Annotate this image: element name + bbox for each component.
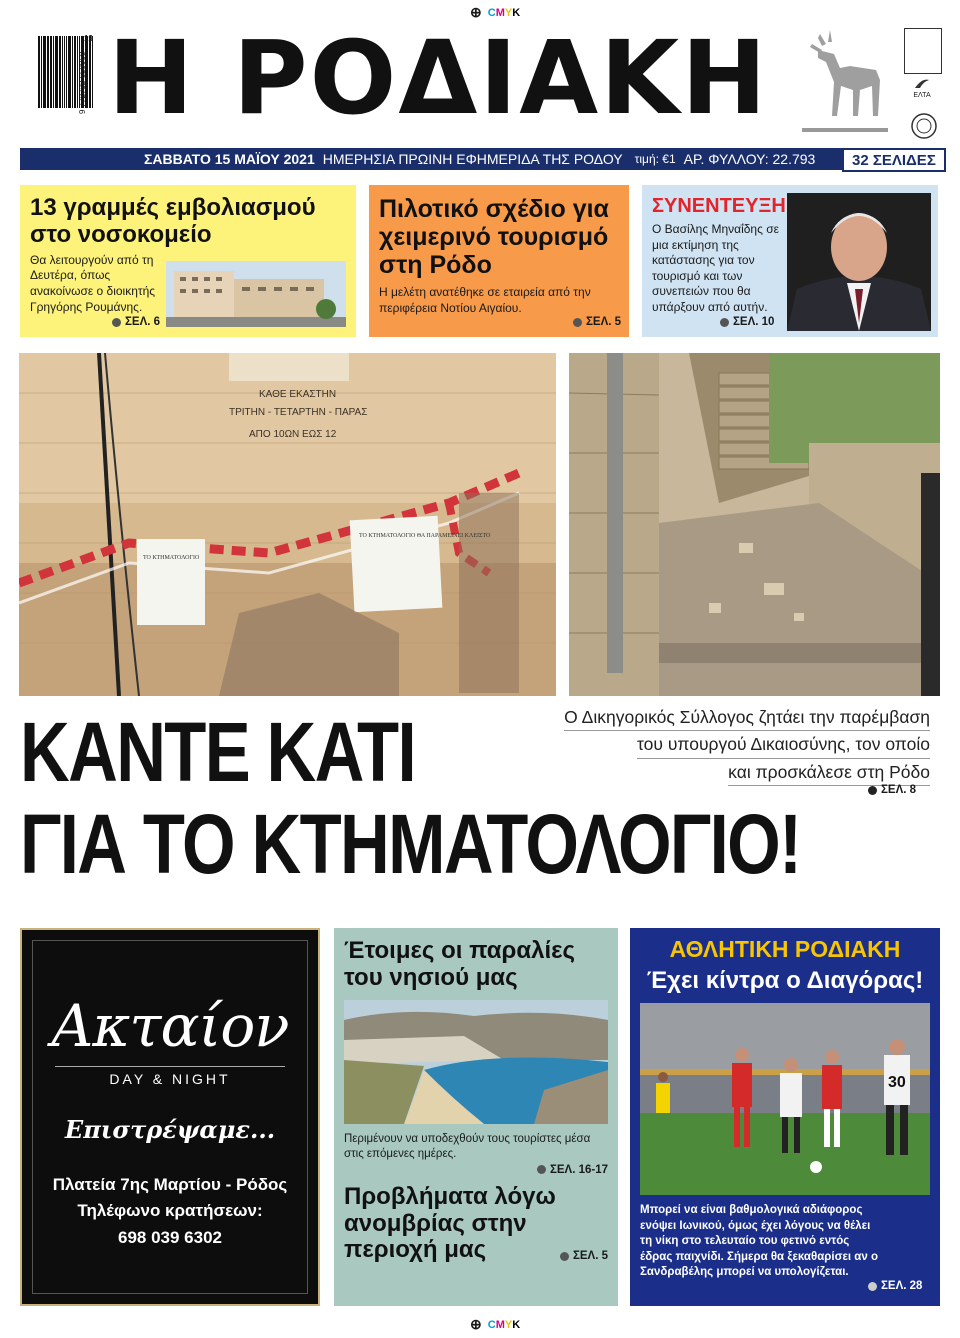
crosshair-icon: ⊕	[470, 1316, 482, 1332]
sports-section[interactable]	[630, 928, 940, 1306]
bullet-icon	[112, 318, 121, 327]
bullet-icon	[537, 1165, 546, 1174]
drought-title: Προβλήματα λόγω ανομβρίας στην περιοχή μας	[344, 1182, 556, 1264]
beaches-page: ΣΕΛ. 16-17	[344, 1164, 608, 1176]
registration-mark-top: ⊕ CMYK	[470, 4, 521, 20]
main-deck-line-3: και προσκάλεσε στη Ρόδο	[728, 759, 930, 786]
barcode-bar	[47, 36, 48, 108]
bullet-icon	[560, 1252, 569, 1261]
teaser-tourism-title: Πιλοτικό σχέδιο για χειμερινό τουρισμό στη Ρόδο	[379, 195, 609, 279]
seal-icon	[910, 112, 938, 140]
photo-damaged-stairs	[569, 353, 940, 696]
ad-slogan: Επιστρέψαμε...	[64, 1115, 276, 1144]
barcode-bar	[92, 36, 93, 108]
barcode-number: 9 772732 650068	[78, 51, 87, 114]
teaser-hospital-page: ΣΕΛ. 6	[112, 316, 160, 328]
wall-text-2: ΤΡΙΤΗΝ - ΤΕΤΑΡΤΗΝ - ΠΑΡΑΣ	[229, 407, 368, 418]
barcode-issue: 19	[84, 34, 93, 43]
teaser-tourism-body: Η μελέτη ανατέθηκε σε εταιρεία από την περιφέρεια Νοτίου Αιγαίου.	[379, 285, 591, 315]
bullet-icon	[720, 318, 729, 327]
jersey-number: 30	[888, 1074, 906, 1091]
photo-closed-office	[19, 353, 556, 696]
barcode-bar	[48, 36, 49, 108]
beaches-title: Έτοιμες οι παραλίες του νησιού μας	[344, 937, 576, 991]
football-photo	[640, 1003, 930, 1195]
barcode-bar	[53, 36, 54, 108]
barcode-bar	[55, 36, 58, 108]
ad-subtitle: DAY & NIGHT	[109, 1071, 231, 1087]
sports-page: ΣΕΛ. 28	[868, 1280, 922, 1292]
ad-phone-label: Τηλέφωνο κρατήσεων:	[77, 1201, 263, 1221]
main-deck-line-1: Ο Δικηγορικός Σύλλογος ζητάει την παρέμβαση	[564, 704, 930, 731]
sports-headline: Έχει κίντρα ο Διαγόρας!	[646, 967, 924, 994]
barcode-bar	[66, 36, 68, 108]
main-story-page: ΣΕΛ. 8	[868, 784, 916, 796]
teaser-hospital-body: Θα λειτουργούν από τη Δευτέρα, όπως ανακοίνωσε ο διοικητής Γρηγόρης Ρουμάνης.	[30, 252, 156, 314]
barcode-bar	[59, 36, 61, 108]
teaser-interview-body: Ο Βασίλης Μηναΐδης σε μια εκτίμηση της κατάστασης για τον τουρισμό και των συνεπειών που θα υπάρξουν από αυτήν.	[652, 222, 779, 314]
masthead-title: Η ΡΟΔΙΑΚΗ	[108, 19, 769, 138]
elta-logo: ΕΛΤΑ	[908, 78, 936, 102]
date-bar	[20, 148, 938, 170]
beach-photo	[344, 1000, 608, 1124]
hospital-photo	[166, 261, 346, 327]
issue-date: ΣΑΒΒΑΤΟ 15 ΜΑΪΟΥ 2021	[144, 151, 315, 167]
barcode-bar	[38, 36, 40, 108]
main-deck-line-2: του υπουργού Δικαιοσύνης, τον οποίο	[637, 731, 930, 758]
teaser-hospital[interactable]	[20, 185, 356, 337]
elta-bird-icon	[914, 78, 930, 90]
teaser-tourism[interactable]	[369, 185, 629, 337]
barcode-bar	[68, 36, 71, 108]
minaidis-portrait	[787, 193, 931, 331]
barcode-bar	[62, 36, 63, 108]
tagline: ΗΜΕΡΗΣΙΑ ΠΡΩΙΝΗ ΕΦΗΜΕΡΙΔΑ ΤΗΣ ΡΟΔΟΥ	[322, 151, 623, 167]
barcode-bar	[64, 36, 65, 108]
barcode-bar	[74, 36, 76, 108]
beaches-caption: Περιμένουν να υποδεχθούν τους τουρίστες μέσα στις επόμενες ημέρες.	[344, 1132, 591, 1160]
teaser-beaches[interactable]	[334, 928, 618, 1306]
interview-label: ΣΥΝΕΝΤΕΥΞΗ	[652, 195, 786, 217]
ad-brand: Ακταίον	[51, 992, 289, 1060]
drought-page: ΣΕΛ. 5	[344, 1250, 608, 1262]
teaser-hospital-title: 13 γραμμές εμβολιασμού στο νοσοκομείο	[30, 194, 316, 248]
teaser-interview-page: ΣΕΛ. 10	[720, 316, 774, 328]
issue-number: ΑΡ. ΦΥΛΛΟΥ: 22.793	[683, 151, 816, 167]
stamp-box	[904, 28, 942, 74]
main-deck	[500, 704, 930, 786]
notice-text: ΤΟ ΚΤΗΜΑΤΟΛΟΓΙΟ ΘΑ ΠΑΡΑΜΕΙΝΕΙ ΚΛΕΙΣΤΟ	[359, 533, 491, 539]
wall-text-3: ΑΠΟ 10ΩΝ ΕΩΣ 12	[249, 429, 337, 440]
crosshair-icon: ⊕	[470, 4, 482, 20]
ad-aktaion[interactable]	[20, 928, 320, 1306]
ad-address: Πλατεία 7ης Μαρτίου - Ρόδος	[52, 1175, 288, 1194]
main-headline-line2: ΓΙΑ ΤΟ ΚΤΗΜΑΤΟΛΟΓΙΟ!	[20, 797, 801, 891]
barcode-bar	[89, 36, 91, 108]
wall-text-1: ΚΑΘΕ ΕΚΑΣΤΗΝ	[259, 389, 337, 400]
teaser-tourism-page: ΣΕΛ. 5	[573, 316, 621, 328]
sports-body: Μπορεί να είναι βαθμολογικά αδιάφορος ενόψει Ιωνικού, όμως έχει λόγους να θέλει τη νίκη στο τελευταίο του φετινό εντός έδρας παιχνίδι. Σήμερα θα ξεκαθαρίσει αν ο Σανδραβέλης μπορεί να υπολογίζεται.	[640, 1204, 878, 1279]
barcode-bar	[72, 36, 73, 108]
main-headline-line1: ΚΑΝΤΕ ΚΑΤΙ	[20, 705, 415, 799]
bullet-icon	[868, 786, 877, 795]
svg-text:ΤΟ ΚΤΗΜΑΤΟΛΟΓΙΟ: ΤΟ ΚΤΗΜΑΤΟΛΟΓΙΟ	[143, 555, 200, 561]
barcode-bar	[50, 36, 52, 108]
price: τιμή: €1	[634, 152, 676, 166]
registration-mark-bottom: ⊕ CMYK	[470, 1316, 521, 1332]
teaser-interview[interactable]	[642, 185, 938, 337]
sports-section-title: ΑΘΛΗΤΙΚΗ ΡΟΔΙΑΚΗ	[669, 936, 901, 962]
bullet-icon	[573, 318, 582, 327]
pages-count: 32 ΣΕΛΙΔΕΣ	[842, 148, 946, 172]
barcode-bar	[43, 36, 46, 108]
bullet-icon	[868, 1282, 877, 1291]
ad-phone[interactable]: 698 039 6302	[118, 1227, 222, 1247]
barcode-bar	[41, 36, 42, 108]
deer-logo-icon	[800, 24, 890, 134]
